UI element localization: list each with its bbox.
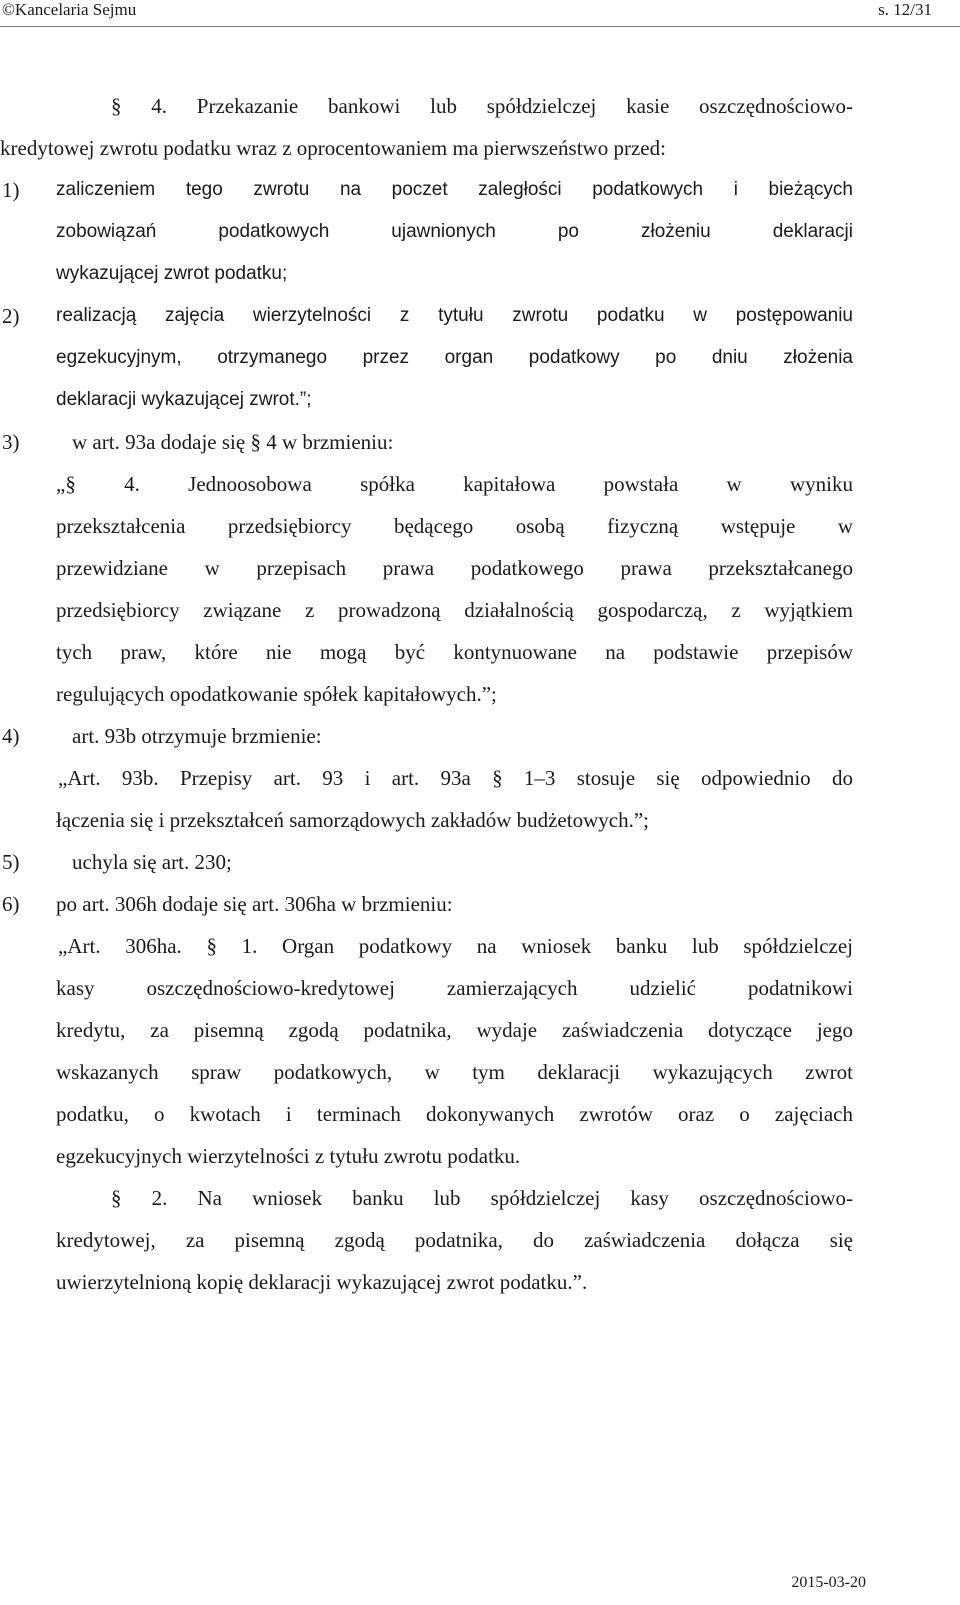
quote-6-line-4: wskazanych spraw podatkowych, w tym deklaracji wykazujących zwrot (56, 1060, 853, 1084)
quote-4-line-2: łączenia się i przekształceń samorządowych zakładów budżetowych.”; (56, 808, 649, 832)
header-source: ©Kancelaria Sejmu (2, 0, 137, 19)
document-date: 2015-03-20 (791, 1574, 866, 1591)
quote-3-line-1: „§ 4. Jednoosobowa spółka kapitałowa powstała w wyniku (56, 472, 853, 496)
point-4-number: 4) (2, 724, 20, 748)
point-5-text: uchyla się art. 230; (72, 850, 232, 874)
item-1-line-1: zaliczeniem tego zwrotu na poczet zaległości podatkowych i bieżących (56, 179, 853, 200)
point-6-number: 6) (2, 892, 20, 916)
page-number: s. 12/31 (878, 0, 932, 19)
point-5-number: 5) (2, 850, 20, 874)
quote-6-line-6: egzekucyjnych wierzytelności z tytułu zwrotu podatku. (56, 1144, 521, 1168)
paragraph-4-line-1: § 4. Przekazanie bankowi lub spółdzielczej kasie oszczędnościowo- (111, 94, 853, 118)
item-2-line-1: realizacją zajęcia wierzytelności z tytułu zwrotu podatku w postępowaniu (56, 305, 853, 326)
quote-6b-line-2: kredytowej, za pisemną zgodą podatnika, do zaświadczenia dołącza się (56, 1228, 853, 1252)
point-3-text: w art. 93a dodaje się § 4 w brzmieniu: (72, 430, 394, 454)
item-2-number: 2) (2, 304, 20, 328)
quote-3-line-4: przedsiębiorcy związane z prowadzoną działalnością gospodarczą, z wyjątkiem (56, 598, 853, 622)
quote-3-line-2: przekształcenia przedsiębiorcy będącego osobą fizyczną wstępuje w (56, 514, 853, 538)
quote-6-line-3: kredytu, za pisemną zgodą podatnika, wydaje zaświadczenia dotyczące jego (56, 1018, 853, 1042)
item-1-line-2: zobowiązań podatkowych ujawnionych po złożeniu deklaracji (56, 221, 853, 242)
quote-3-line-5: tych praw, które nie mogą być kontynuowane na podstawie przepisów (56, 640, 853, 664)
item-1-line-3: wykazującej zwrot podatku; (56, 263, 288, 284)
quote-6b-line-1: § 2. Na wniosek banku lub spółdzielczej kasy oszczędnościowo- (111, 1186, 853, 1210)
quote-4-line-1: „Art. 93b. Przepisy art. 93 i art. 93a § 1–3 stosuje się odpowiednio do (58, 766, 853, 790)
item-2-line-2: egzekucyjnym, otrzymanego przez organ podatkowy po dniu złożenia (56, 347, 853, 368)
point-3-number: 3) (2, 430, 20, 454)
page-header (0, 0, 960, 27)
quote-3-line-3: przewidziane w przepisach prawa podatkowego prawa przekształcanego (56, 556, 853, 580)
quote-6-line-2: kasy oszczędnościowo-kredytowej zamierzających udzielić podatnikowi (56, 976, 853, 1000)
quote-3-line-6: regulujących opodatkowanie spółek kapitałowych.”; (56, 682, 497, 706)
point-6-text: po art. 306h dodaje się art. 306ha w brzmieniu: (56, 892, 453, 916)
item-2-line-3: deklaracji wykazującej zwrot.”; (56, 389, 312, 410)
quote-6-line-1: „Art. 306ha. § 1. Organ podatkowy na wniosek banku lub spółdzielczej (58, 934, 853, 958)
point-4-text: art. 93b otrzymuje brzmienie: (72, 724, 322, 748)
paragraph-4-line-2: kredytowej zwrotu podatku wraz z oprocentowaniem ma pierwszeństwo przed: (0, 136, 666, 160)
item-1-number: 1) (2, 178, 20, 202)
quote-6b-line-3: uwierzytelnioną kopię deklaracji wykazującej zwrot podatku.”. (56, 1270, 588, 1294)
quote-6-line-5: podatku, o kwotach i terminach dokonywanych zwrotów oraz o zajęciach (56, 1102, 853, 1126)
